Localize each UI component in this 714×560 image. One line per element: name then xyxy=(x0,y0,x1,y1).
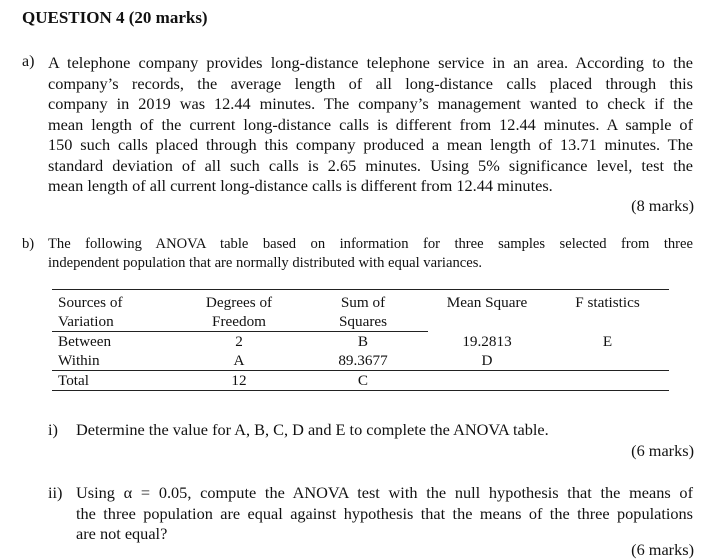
part-a-text xyxy=(48,53,693,197)
part-a-line: mean length of the current long-distance calls is different from 12.44 minutes. A sample of xyxy=(48,114,693,134)
sub-i-label: i) xyxy=(48,420,58,439)
header-ms: Mean Square xyxy=(428,290,546,332)
table-header-row xyxy=(52,290,669,313)
sub-ii-line: are not equal? xyxy=(76,524,168,543)
header-df-2: Freedom xyxy=(180,312,298,332)
header-df: Degrees of xyxy=(180,290,298,313)
header-f: F statistics xyxy=(546,290,669,332)
cell-source: Within xyxy=(52,351,180,371)
cell-df: 2 xyxy=(235,333,243,350)
cell-f: E xyxy=(602,332,613,350)
header-ss: Sum of xyxy=(298,290,428,313)
cell-source: Total xyxy=(52,371,180,391)
cell-f xyxy=(546,371,669,391)
table-row xyxy=(52,332,669,352)
sub-i-text: Determine the value for A, B, C, D and E to complete the ANOVA table. xyxy=(76,420,549,439)
part-b-line: independent population that are normally distributed with equal variances. xyxy=(48,255,483,271)
cell-source: Between xyxy=(58,333,112,350)
part-b-text xyxy=(48,235,693,273)
anova-table xyxy=(52,289,669,391)
part-a-line: 150 such calls placed through this company produced a mean length of 13.71 minutes. The xyxy=(48,135,693,154)
table-row xyxy=(52,371,669,391)
cell-ss: C xyxy=(298,371,428,391)
sub-i-marks: (6 marks) xyxy=(631,441,694,460)
part-a-label: a) xyxy=(22,53,35,70)
cell-ms: D xyxy=(428,351,546,371)
header-source-2: Variation xyxy=(52,312,180,332)
sub-ii-marks: (6 marks) xyxy=(631,540,694,559)
part-a-marks: (8 marks) xyxy=(631,196,694,215)
cell-ms: 19.2813 xyxy=(462,332,512,350)
part-a-line: company in 2019 was 12.44 minutes. The company’s management wanted to check if the xyxy=(48,94,693,113)
part-b-label: b) xyxy=(22,236,35,252)
question-title: QUESTION 4 (20 marks) xyxy=(22,8,208,27)
cell-df: 12 xyxy=(180,371,298,391)
cell-ss: 89.3677 xyxy=(298,351,428,371)
sub-ii-line: the three population are equal against hypothesis that the means of the three populations xyxy=(76,503,693,523)
table-row xyxy=(52,351,669,371)
header-ss-2: Squares xyxy=(298,312,428,332)
part-a-line: mean length of all current long-distance calls is different from 12.44 minutes. xyxy=(48,176,553,195)
part-a-line: A telephone company provides long-distance telephone service in an area. According to the xyxy=(48,53,693,72)
sub-ii-text xyxy=(76,483,693,545)
part-a-line: company’s records, the average length of all long-distance calls placed through this xyxy=(48,73,693,93)
cell-ms xyxy=(428,371,546,391)
part-b-line: The following ANOVA table based on information for three samples selected from three xyxy=(48,236,693,252)
sub-ii-line: Using α = 0.05, compute the ANOVA test with the null hypothesis that the means of xyxy=(76,483,693,502)
cell-f xyxy=(546,351,669,371)
header-source: Sources of xyxy=(52,290,180,313)
cell-df: A xyxy=(180,351,298,371)
cell-ss: B xyxy=(357,333,369,350)
sub-ii-label: ii) xyxy=(48,483,63,502)
part-a-line: standard deviation of all such calls is 2.65 minutes. Using 5% significance level, test the xyxy=(48,155,693,175)
